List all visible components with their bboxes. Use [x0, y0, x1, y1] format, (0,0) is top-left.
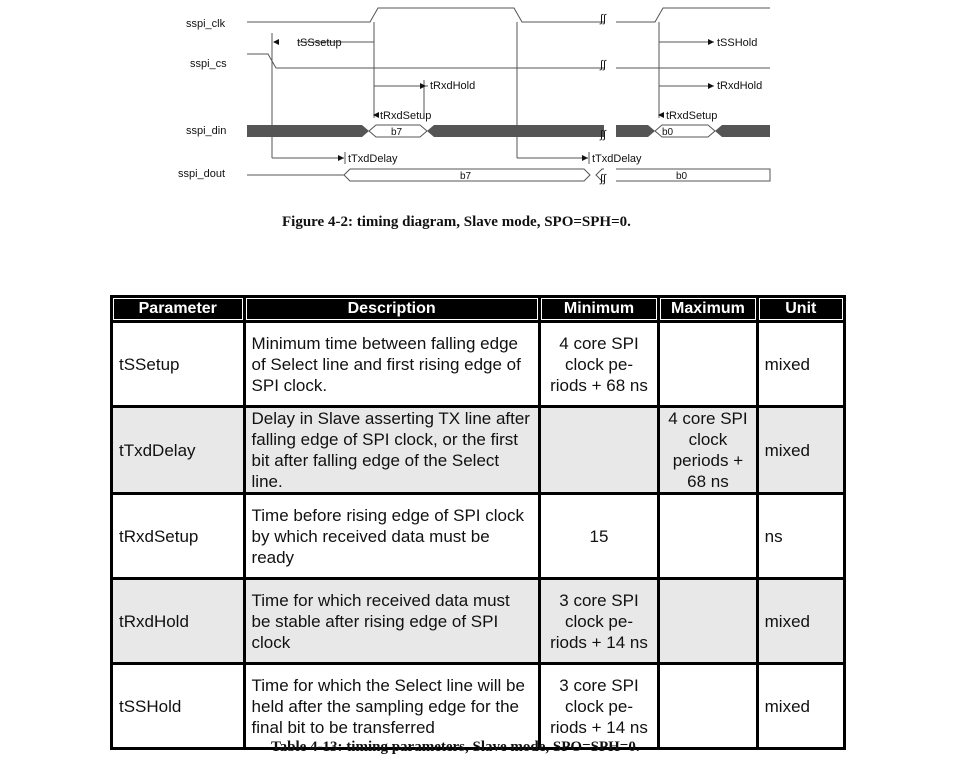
annotation-ttxddelay-2: tTxdDelay [592, 153, 642, 165]
signal-label-clk: sspi_clk [186, 18, 226, 30]
annotation-trxdhold-2: tRxdHold [717, 80, 763, 92]
header-description: Description [246, 298, 538, 320]
header-unit: Unit [759, 298, 843, 320]
cell-unit: mixed [759, 408, 843, 492]
dout-bit-b0-label: b0 [676, 171, 688, 182]
annotation-ttxddelay-1: tTxdDelay [348, 153, 398, 165]
cell-parameter: tRxdSetup [113, 495, 243, 577]
cell-minimum: 4 core SPI clock pe-riods + 68 ns [541, 323, 657, 405]
din-bit-b7-label: b7 [391, 127, 403, 138]
cell-unit: mixed [759, 580, 843, 662]
cell-maximum [660, 495, 755, 577]
cs-waveform [247, 54, 604, 68]
cell-parameter: tRxdHold [113, 580, 243, 662]
timing-parameters-table [110, 295, 846, 750]
cell-unit: mixed [759, 323, 843, 405]
cell-description: Time for which received data must be stable after rising edge of SPI clock [246, 580, 538, 662]
cell-description: Time before rising edge of SPI clock by which received data must be ready [246, 495, 538, 577]
break-marker-cs: ∫∫ [600, 59, 607, 71]
clk-waveform-after-break [616, 8, 770, 22]
timing-arrows [273, 39, 714, 161]
signal-label-cs: sspi_cs [190, 58, 227, 70]
header-minimum: Minimum [541, 298, 657, 320]
annotation-tsshold: tSSHold [717, 37, 758, 49]
cell-unit: ns [759, 495, 843, 577]
annotation-tsssetup: tSSsetup [297, 37, 342, 49]
signal-label-dout: sspi_dout [178, 168, 226, 180]
cell-maximum [660, 323, 755, 405]
cell-description: Delay in Slave asserting TX line after falling edge of SPI clock, or the first bit after falling edge of the Select line. [246, 408, 538, 492]
din-bus-invalid-4 [715, 125, 770, 137]
din-bus-invalid-2 [427, 125, 604, 137]
timing-diagram [0, 0, 966, 200]
table-row [113, 408, 843, 492]
table-row [113, 580, 843, 662]
annotation-trxdsetup-2: tRxdSetup [666, 110, 718, 122]
table-row [113, 495, 843, 577]
cell-parameter: tSSHold [113, 665, 243, 747]
signal-label-din: sspi_din [186, 125, 227, 137]
din-bus-invalid-3 [616, 125, 655, 137]
header-maximum: Maximum [660, 298, 755, 320]
cell-parameter: tTxdDelay [113, 408, 243, 492]
cell-minimum [541, 408, 657, 492]
din-bit-b0-label: b0 [662, 127, 674, 138]
cell-minimum: 15 [541, 495, 657, 577]
cell-description: Time for which the Select line will be held after the sampling edge for the final bit to be transferred [246, 665, 538, 747]
break-marker-din: ∫∫ [600, 129, 607, 141]
header-parameter: Parameter [113, 298, 243, 320]
cell-minimum: 3 core SPI clock pe-riods + 14 ns [541, 665, 657, 747]
cell-parameter: tSSetup [113, 323, 243, 405]
figure-caption: Figure 4-2: timing diagram, Slave mode, SPO=SPH=0. [282, 214, 631, 230]
table-header-row [113, 298, 843, 320]
table-row [113, 323, 843, 405]
cell-maximum [660, 580, 755, 662]
cell-maximum [660, 665, 755, 747]
annotation-trxdsetup-1: tRxdSetup [380, 110, 432, 122]
cell-unit: mixed [759, 665, 843, 747]
break-marker-clk: ∫∫ [600, 13, 607, 25]
annotation-trxdhold-1: tRxdHold [430, 80, 476, 92]
dout-bit-b7-label: b7 [460, 171, 472, 182]
din-bus-invalid-1 [247, 125, 369, 137]
table-row [113, 665, 843, 747]
table-caption: Table 4-13: timing parameters, Slave mode, SPO=SPH=0. [271, 739, 640, 755]
clk-waveform [247, 8, 604, 22]
cell-description: Minimum time between falling edge of Select line and first rising edge of SPI clock. [246, 323, 538, 405]
cell-maximum: 4 core SPI clock periods + 68 ns [660, 408, 755, 492]
break-marker-dout: ∫∫ [600, 173, 607, 185]
cell-minimum: 3 core SPI clock pe-riods + 14 ns [541, 580, 657, 662]
